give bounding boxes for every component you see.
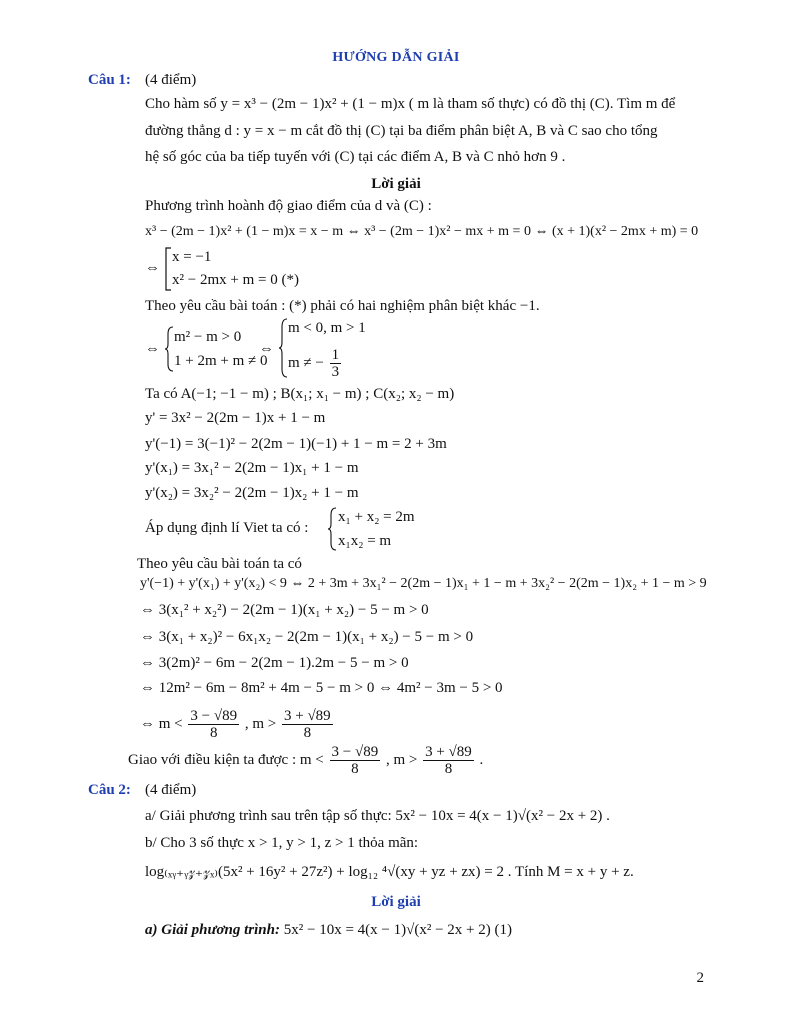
q1-result [140,705,335,743]
question-1-label: Câu 1: [88,72,131,88]
final-fraction-2 [423,744,474,777]
question-2-points: (4 điểm) [145,782,197,798]
q1-statement-line-2: đường thẳng d : y = x − m cắt đồ thị (C) tại ba điểm phân biệt A, B và C sao cho tổng [145,123,658,139]
q1-line-requirement-2: Theo yêu cầu bài toán ta có [137,556,302,572]
q2-part-a: a/ Giải phương trình sau trên tập số thực: 5x² − 10x = 4(x − 1)√(x² − 2x + 2) . [145,808,610,824]
result-num-1: 3 − √89 [190,708,238,725]
final-prefix: Giao với điều kiện ta được : m < [128,752,324,768]
equivalence-symbol: ⇔ [145,260,160,276]
result-num-2: 3 + √89 [283,708,331,725]
final-num-2: 3 + √89 [425,744,472,761]
q1-line-step-1: ⇔ 3(x₁² + x₂²) − 2(2m − 1)(x₁ + x₂) − 5 − m > 0 [140,602,429,618]
system-1-line-2: 1 + 2m + m ≠ 0 [174,353,268,369]
frac-num: 1 [331,347,340,363]
result-prefix: ⇔ m < [140,716,183,732]
result-den-2: 8 [303,725,312,742]
result-fraction-2 [282,708,333,741]
system-brace-2 [278,318,288,378]
fraction-one-third [330,347,342,380]
q1-solution-title: Lời giải [371,176,421,192]
viet-sum: x₁ + x₂ = 2m [338,509,415,525]
equivalence-symbol-3: ⇔ [259,341,274,357]
system-2-line-2-text: m ≠ − [288,354,324,371]
case-line-1: x = −1 [172,249,212,265]
final-middle: , m > [385,752,418,768]
q2-solution-a-label: a) Giải phương trình: [145,922,280,938]
final-den-1: 8 [351,761,359,778]
q1-line-requirement: Theo yêu cầu bài toán : (*) phải có hai nghiệm phân biệt khác −1. [145,298,540,314]
q2-solution-a-equation: 5x² − 10x = 4(x − 1)√(x² − 2x + 2) (1) [280,922,512,938]
case-bracket [164,247,172,291]
q1-line-derivative-x1: y'(x₁) = 3x₁² − 2(2m − 1)x₁ + 1 − m [145,460,359,476]
frac-den: 3 [331,364,340,380]
system-1-line-1: m² − m > 0 [174,329,242,345]
q1-line-step-3: ⇔ 3(2m)² − 6m − 2(2m − 1).2m − 5 − m > 0 [140,655,409,671]
q1-line-derivative: y' = 3x² − 2(2m − 1)x + 1 − m [145,410,326,426]
question-2-label: Câu 2: [88,782,131,798]
q1-line-points: Ta có A(−1; −1 − m) ; B(x₁; x₁ − m) ; C(x₂; x₂ − m) [145,386,455,402]
q1-line-viet: Áp dụng định lí Viet ta có : [145,520,309,536]
final-fraction-1 [330,744,381,777]
final-den-2: 8 [444,761,453,778]
system-brace-1 [164,326,174,372]
q2-part-b: b/ Cho 3 số thực x > 1, y > 1, z > 1 thỏa mãn: [145,835,419,851]
viet-product: x₁x₂ = m [338,533,392,549]
q1-line-step-4: ⇔ 12m² − 6m − 8m² + 4m − 5 − m > 0 ⇔ 4m² − 3m − 5 > 0 [140,680,503,696]
q1-line-derivative-at-minus-1: y'(−1) = 3(−1)² − 2(2m − 1)(−1) + 1 − m = 2 + 3m [145,436,447,452]
q1-line-intersection: Phương trình hoành độ giao điểm của d và (C) : [145,198,432,214]
case-line-2: x² − 2mx + m = 0 (*) [172,272,299,288]
q1-line-inequality: y'(−1) + y'(x₁) + y'(x₂) < 9 ⇔ 2 + 3m + 3x₁² − 2(2m − 1)x₁ + 1 − m + 3x₂² − 2(2m − 1)x₂ + 1 − m > 9 [140,576,707,591]
result-middle: , m > [244,716,277,732]
q1-line-step-2: ⇔ 3(x₁ + x₂)² − 6x₁x₂ − 2(2m − 1)(x₁ + x₂) − 5 − m > 0 [140,629,474,645]
system-2-line-2 [288,347,343,380]
final-period: . [479,752,484,768]
viet-brace [327,507,337,551]
page-number: 2 [696,970,704,986]
q1-statement-line-1: Cho hàm số y = x³ − (2m − 1)x² + (1 − m)x ( m là tham số thực) có đồ thị (C). Tìm m để [145,96,676,112]
q2-solution-a [145,920,512,940]
result-den-1: 8 [209,725,218,742]
q2-solution-title: Lời giải [371,894,421,910]
q2-log-equation: log₍ₓᵧ₊ᵧ𝓏₊𝓏ₓ₎(5x² + 16y² + 27z²) + log₁₂ ⁴√(xy + yz + zx) = 2 . Tính M = x + y + z. [145,864,634,880]
q1-line-equation: x³ − (2m − 1)x² + (1 − m)x = x − m ⇔ x³ − (2m − 1)x² − mx + m = 0 ⇔ (x + 1)(x² − 2mx + m) = 0 [145,224,699,239]
q1-statement-line-3: hệ số góc của ba tiếp tuyến với (C) tại các điểm A, B và C nhỏ hơn 9 . [145,149,566,165]
system-2-line-1: m < 0, m > 1 [288,320,366,336]
result-fraction-1 [188,708,239,741]
q1-final [128,741,483,779]
final-num-1: 3 − √89 [331,744,379,761]
equivalence-symbol-2: ⇔ [145,341,160,357]
question-1-points: (4 điểm) [145,72,197,88]
page-title: HƯỚNG DẪN GIẢI [332,50,460,65]
q1-line-derivative-x2: y'(x₂) = 3x₂² − 2(2m − 1)x₂ + 1 − m [145,485,359,501]
